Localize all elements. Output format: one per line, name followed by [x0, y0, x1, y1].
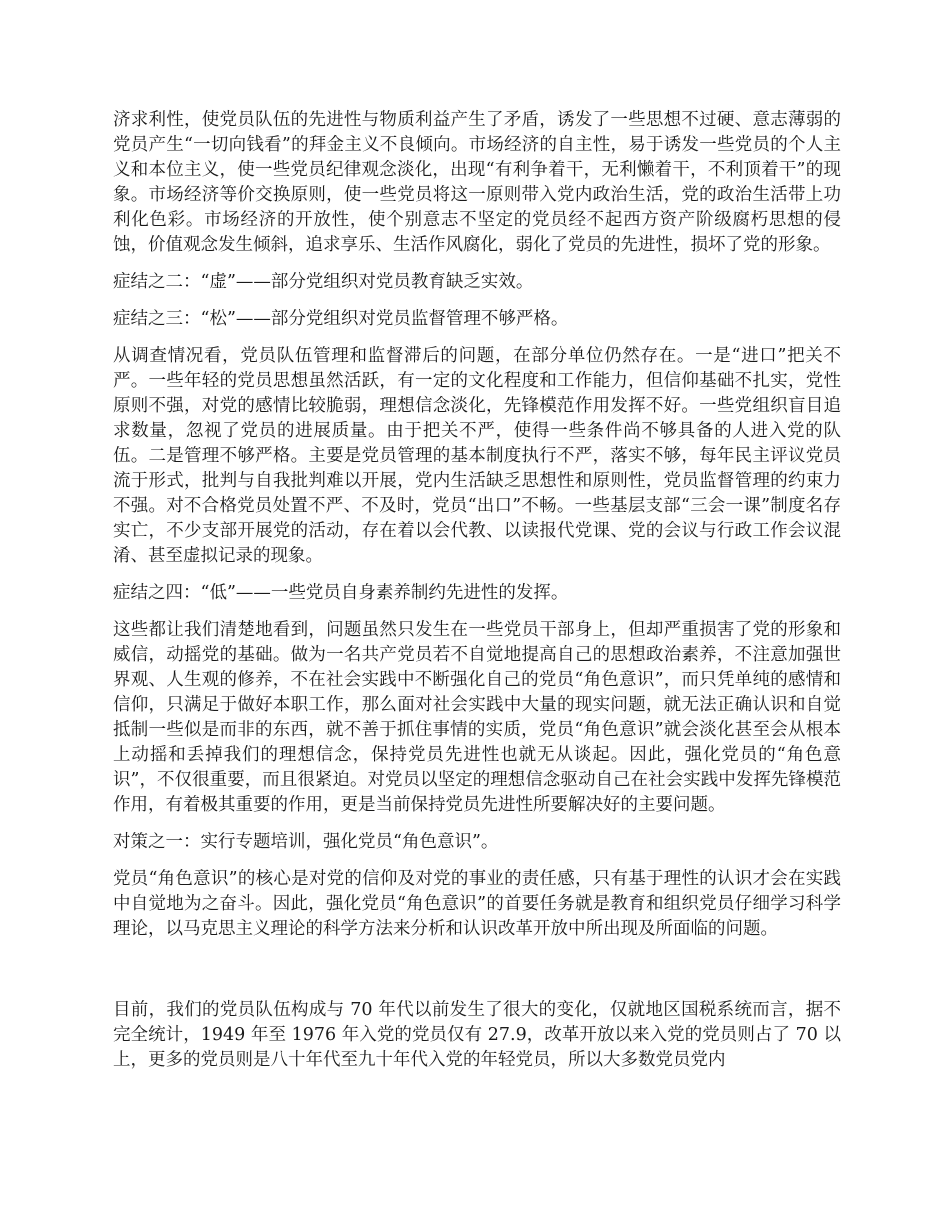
document-body — [113, 108, 841, 1085]
heading-countermeasure-one: 对策之一：实行专题培训，强化党员“角色意识”。 — [113, 832, 499, 852]
heading-symptom-four: 症结之四：“低”——一些党员自身素养制约先进性的发挥。 — [113, 583, 569, 603]
paragraph-market-economy: 济求利性，使党员队伍的先进性与物质利益产生了矛盾，诱发了一些思想不过硬、意志薄弱的党员产生“一切向钱看”的拜金主义不良倾向。市场经济的自主性，易于诱发一些党员的个人主义和本位主义，使一些党员纪律观念淡化，出现“有利争着干，无利懒着干，不利顶着干”的现象。市场经济等价交换原则，使一些党员将这一原则带入党内政治生活，党的政治生活带上功利化色彩。市场经济的开放性，使个别意志不坚定的党员经不起西方资产阶级腐朽思想的侵蚀，价值观念发生倾斜，追求享乐、生活作风腐化，弱化了党员的先进性，损坏了党的形象。 — [113, 110, 841, 255]
paragraph-role-awareness-core: 党员“角色意识”的核心是对党的信仰及对党的事业的责任感，只有基于理性的认识才会在实践中自觉地为之奋斗。因此，强化党员“角色意识”的首要任务就是教育和组织党员仔细学习科学理论，以马克思主义理论的科学方法来分析和认识改革开放中所出现及所面临的问题。 — [113, 869, 841, 939]
paragraph-management-supervision: 从调查情况看，党员队伍管理和监督滞后的问题，在部分单位仍然存在。一是“进口”把关不严。一些年轻的党员思想虽然活跃，有一定的文化程度和工作能力，但信仰基础不扎实，党性原则不强，对党的感情比较脆弱，理想信念淡化，先锋模范作用发挥不好。一些党组织盲目追求数量，忽视了党员的进展质量。由于把关不严，使得一些条件尚不够具备的人进入党的队伍。二是管理不够严格。主要是党员管理的基本制度执行不严，落实不够，每年民主评议党员流于形式，批判与自我批判难以开展，党内生活缺乏思想性和原则性，党员监督管理的约束力不强。对不合格党员处置不严、不及时，党员“出口”不畅。一些基层支部“三会一课”制度名存实亡，不少支部开展党的活动，存在着以会代教、以读报代党课、党的会议与行政工作会议混淆、甚至虚拟记录的现象。 — [113, 346, 841, 566]
heading-symptom-two: 症结之二：“虚”——部分党组织对党员教育缺乏实效。 — [113, 272, 534, 292]
heading-symptom-three: 症结之三：“松”——部分党组织对党员监督管理不够严格。 — [113, 309, 569, 329]
paragraph-party-composition: 目前，我们的党员队伍构成与 70 年代以前发生了很大的变化，仅就地区国税系统而言，据不完全统计，1949 年至 1976 年入党的党员仅有 27.9，改革开放以来入党的党员则占了 70 以上，更多的党员则是八十年代至九十年代入党的年轻党员，所以大多数党员党内 — [113, 1000, 841, 1070]
paragraph-role-awareness: 这些都让我们清楚地看到，问题虽然只发生在一些党员干部身上，但却严重损害了党的形象和威信，动摇党的基础。做为一名共产党员若不自觉地提高自己的思想政治素养，不注意加强世界观、人生观的修养，不在社会实践中不断强化自己的党员“角色意识”，而只凭单纯的感情和信仰，只满足于做好本职工作，那么面对社会实践中大量的现实问题，就无法正确认识和自觉抵制一些似是而非的东西，就不善于抓住事情的实质，党员“角色意识”就会淡化甚至会从根本上动摇和丢掉我们的理想信念，保持党员先进性也就无从谈起。因此，强化党员的“角色意识”，不仅很重要，而且很紧迫。对党员以坚定的理想信念驱动自己在社会实践中发挥先锋模范作用，有着极其重要的作用，更是当前保持党员先进性所要解决好的主要问题。 — [113, 620, 841, 815]
